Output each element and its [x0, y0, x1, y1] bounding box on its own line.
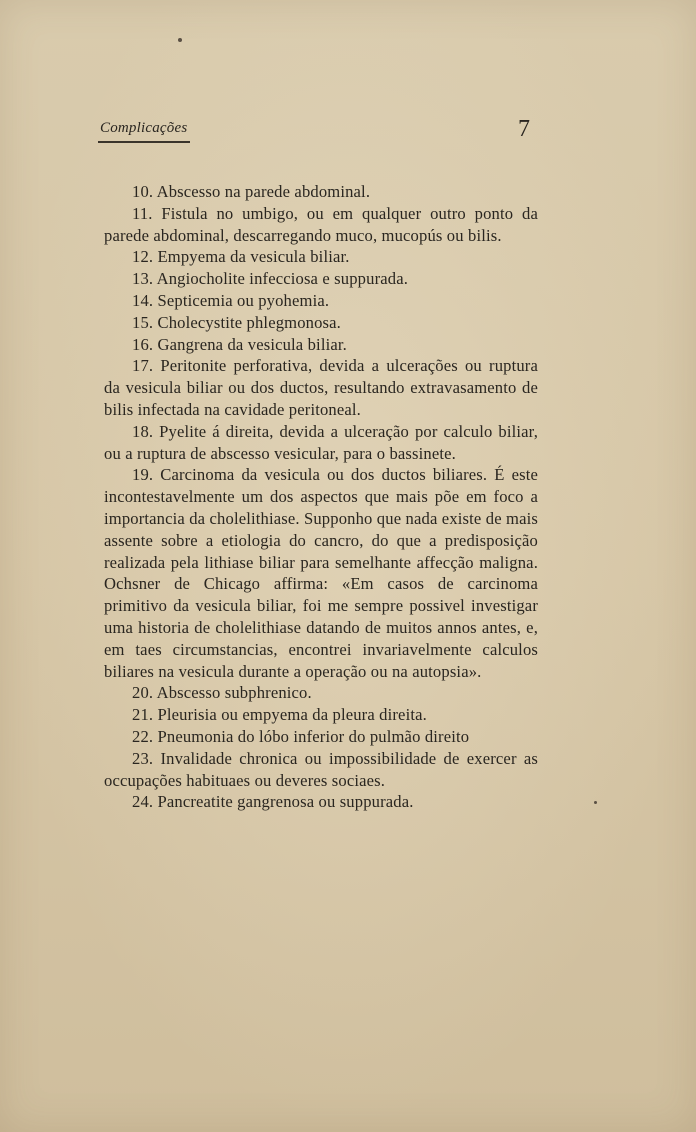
header-underline: [98, 141, 190, 143]
running-title: Complicações: [100, 120, 188, 136]
list-item: 23. Invalidade chronica ou impossibilidade de exercer as occupações habituaes ou deveres sociaes.: [104, 748, 538, 790]
list-item: 18. Pyelite á direita, devida a ulceração por calculo biliar, ou a ruptura de abscesso vesicular, para o bassinete.: [104, 421, 538, 463]
list-item: 22. Pneumonia do lóbo inferior do pulmão direito: [132, 726, 470, 746]
list-item: 17. Peritonite perforativa, devida a ulcerações ou ruptura da vesicula biliar ou dos ductos, resultando extravasamento de bilis infectada na cavidade peritoneal.: [104, 356, 538, 419]
list-item: 19. Carcinoma da vesicula ou dos ductos biliares. É este incontestavelmente um dos aspectos que mais põe em foco a importancia da cholelithiase. Supponho que nada existe de mais assente sobre a etiologia do cancro, do que a predisposição realizada pela lithiase biliar para semelhante affecção maligna. Ochsner de Chicago affirma: «Em casos de carcinoma primitivo da vesicula biliar, foi me sempre possivel investigar uma historia de cholelithiase datando de muitos annos antes, e, em taes circumstancias, encontrei invariavelmente calculos biliares na vesicula durante a operação ou na autopsia».: [104, 465, 538, 681]
list-item: 24. Pancreatite gangrenosa ou suppurada.: [132, 792, 414, 812]
list-item: 12. Empyema da vesicula biliar.: [132, 247, 350, 267]
list-item: 10. Abscesso na parede abdominal.: [132, 182, 371, 201]
list-item: 14. Septicemia ou pyohemia.: [132, 290, 330, 310]
page-number: 7: [518, 116, 530, 142]
list-item: 11. Fistula no umbigo, ou em qualquer outro ponto da parede abdominal, descarregando muco, mucopús ou bilis.: [104, 203, 538, 245]
paper-speck: [594, 801, 597, 804]
body-text: [104, 181, 538, 813]
list-item: 21. Pleurisia ou empyema da pleura direita.: [132, 705, 427, 725]
list-item: 13. Angiocholite infecciosa e suppurada.: [132, 269, 409, 289]
page-header: [98, 118, 530, 148]
paper-speck: [178, 38, 182, 42]
list-item: 15. Cholecystite phlegmonosa.: [132, 312, 341, 332]
list-item: 16. Gangrena da vesicula biliar.: [132, 334, 347, 354]
list-item: 20. Abscesso subphrenico.: [132, 683, 312, 703]
